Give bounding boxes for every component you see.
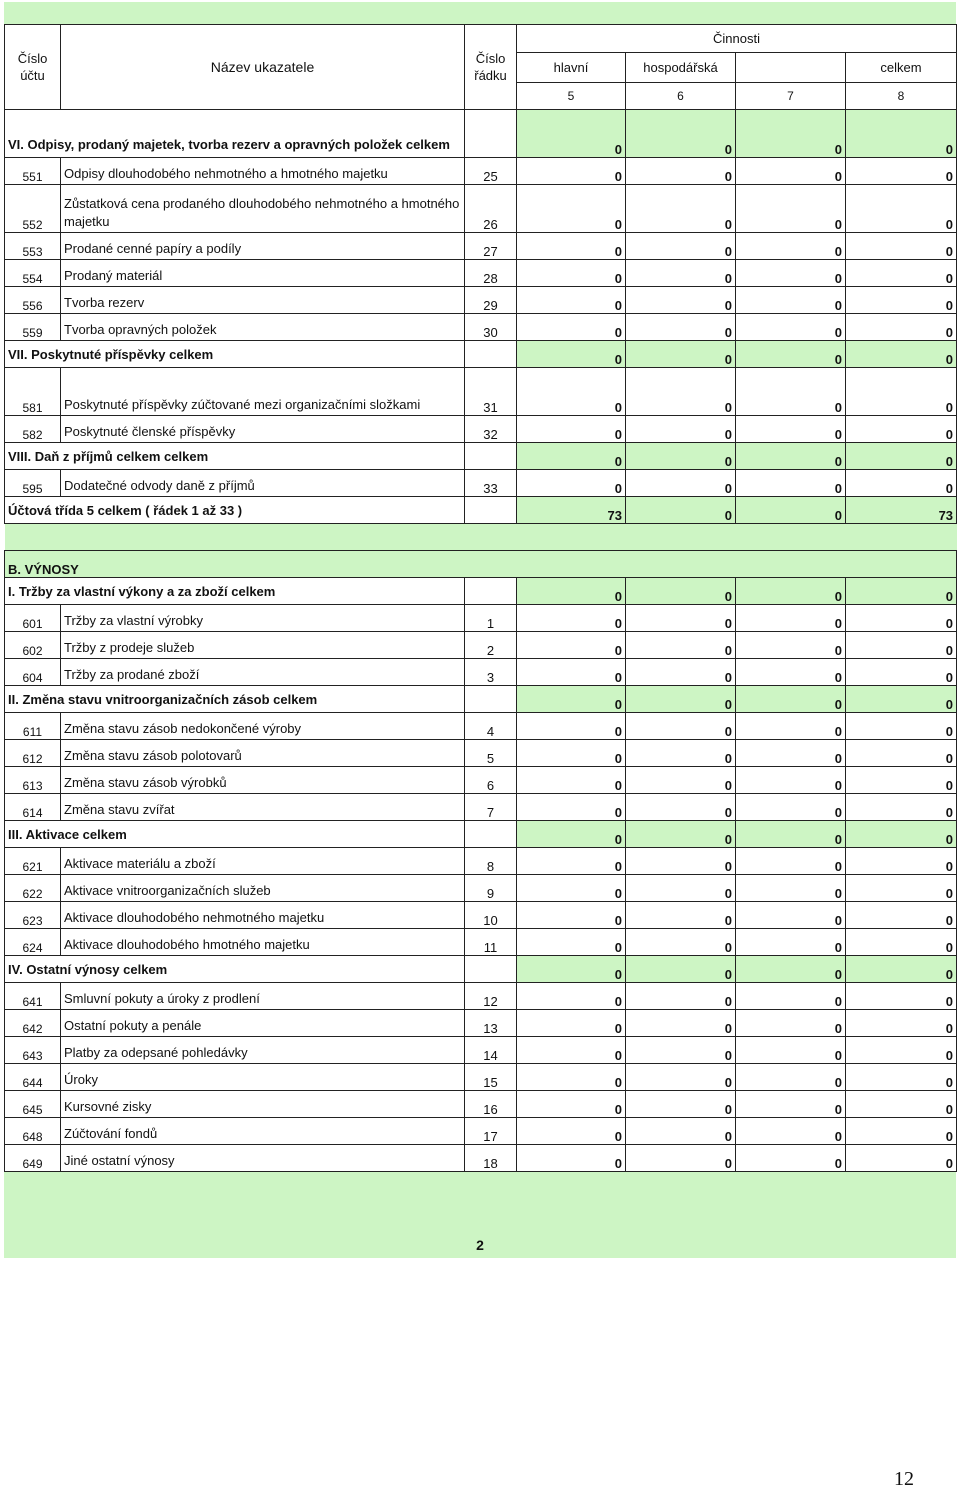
value-cell: 0	[846, 578, 957, 605]
value-cell: 0	[846, 158, 957, 185]
table-row	[5, 233, 957, 260]
value-cell: 0	[736, 341, 846, 368]
value-cell: 0	[517, 1091, 626, 1118]
value-cell: 0	[626, 659, 736, 686]
col-number: 7	[736, 83, 846, 110]
row-number: 29	[465, 287, 517, 314]
value-cell: 0	[846, 983, 957, 1010]
value-cell: 0	[736, 686, 846, 713]
row-number: 32	[465, 416, 517, 443]
header-activities: Činnosti	[517, 25, 957, 53]
row-number: 4	[465, 713, 517, 740]
value-cell: 0	[517, 110, 626, 158]
value-cell: 0	[517, 875, 626, 902]
indicator-name: Aktivace dlouhodobého hmotného majetku	[61, 929, 465, 956]
header-col-blank	[736, 53, 846, 83]
indicator-name: Prodané cenné papíry a podíly	[61, 233, 465, 260]
value-cell: 0	[626, 1118, 736, 1145]
value-cell: 0	[626, 1145, 736, 1172]
indicator-name: Aktivace vnitroorganizačních služeb	[61, 875, 465, 902]
value-cell: 0	[846, 110, 957, 158]
row-number: 31	[465, 368, 517, 416]
account-code: 614	[5, 794, 61, 821]
account-code: 582	[5, 416, 61, 443]
value-cell: 0	[846, 233, 957, 260]
table-row	[5, 767, 957, 794]
account-code: 554	[5, 260, 61, 287]
section-row	[5, 443, 957, 470]
part-b-title-row	[5, 551, 957, 578]
table-row	[5, 740, 957, 767]
section-label: VI. Odpisy, prodaný majetek, tvorba rezerv a opravných položek celkem	[5, 110, 465, 158]
value-cell: 0	[846, 1010, 957, 1037]
value-cell: 0	[736, 233, 846, 260]
value-cell: 0	[517, 740, 626, 767]
row-number-empty	[465, 956, 517, 983]
row-number-empty	[465, 578, 517, 605]
account-code: 611	[5, 713, 61, 740]
indicator-name: Ostatní pokuty a penále	[61, 1010, 465, 1037]
value-cell: 0	[736, 260, 846, 287]
value-cell: 0	[626, 368, 736, 416]
separator-cell	[5, 524, 957, 551]
value-cell: 0	[517, 767, 626, 794]
indicator-name: Tržby z prodeje služeb	[61, 632, 465, 659]
indicator-name: Smluvní pokuty a úroky z prodlení	[61, 983, 465, 1010]
statement-table	[4, 24, 957, 1172]
indicator-name: Platby za odepsané pohledávky	[61, 1037, 465, 1064]
value-cell: 0	[736, 470, 846, 497]
value-cell: 0	[517, 443, 626, 470]
table-row	[5, 983, 957, 1010]
value-cell: 0	[736, 314, 846, 341]
account-code: 643	[5, 1037, 61, 1064]
row-number: 6	[465, 767, 517, 794]
row-number: 9	[465, 875, 517, 902]
value-cell: 0	[736, 1010, 846, 1037]
value-cell: 0	[846, 875, 957, 902]
header-col-total: celkem	[846, 53, 957, 83]
value-cell: 0	[517, 1118, 626, 1145]
row-number: 14	[465, 1037, 517, 1064]
value-cell: 0	[626, 341, 736, 368]
row-number-empty	[465, 341, 517, 368]
indicator-name: Poskytnuté příspěvky zúčtované mezi organizačními složkami	[61, 368, 465, 416]
indicator-name: Tvorba rezerv	[61, 287, 465, 314]
value-cell: 0	[626, 983, 736, 1010]
indicator-name: Zůstatková cena prodaného dlouhodobého nehmotného a hmotného majetku	[61, 185, 465, 233]
col-number: 5	[517, 83, 626, 110]
account-code: 601	[5, 605, 61, 632]
table-row	[5, 1010, 957, 1037]
section-label: III. Aktivace celkem	[5, 821, 465, 848]
section-label: I. Tržby za vlastní výkony a za zboží celkem	[5, 578, 465, 605]
section-label: VII. Poskytnuté příspěvky celkem	[5, 341, 465, 368]
value-cell: 0	[736, 875, 846, 902]
part-b-title: B. VÝNOSY	[5, 551, 957, 578]
value-cell: 0	[846, 848, 957, 875]
value-cell: 0	[626, 956, 736, 983]
value-cell: 0	[626, 713, 736, 740]
value-cell: 0	[626, 470, 736, 497]
value-cell: 0	[626, 686, 736, 713]
account-code: 552	[5, 185, 61, 233]
col-number: 6	[626, 83, 736, 110]
value-cell: 0	[846, 1037, 957, 1064]
table-row	[5, 185, 957, 233]
row-number: 11	[465, 929, 517, 956]
indicator-name: Změna stavu zásob výrobků	[61, 767, 465, 794]
value-cell: 0	[517, 1010, 626, 1037]
table-row	[5, 848, 957, 875]
header-row-activities	[5, 25, 957, 53]
value-cell: 0	[626, 1064, 736, 1091]
value-cell: 0	[846, 956, 957, 983]
value-cell: 0	[736, 1145, 846, 1172]
table-row	[5, 314, 957, 341]
value-cell: 0	[846, 821, 957, 848]
value-cell: 0	[846, 605, 957, 632]
value-cell: 0	[626, 1037, 736, 1064]
row-number-empty	[465, 443, 517, 470]
value-cell: 0	[626, 848, 736, 875]
row-number: 13	[465, 1010, 517, 1037]
value-cell: 0	[517, 713, 626, 740]
section-row	[5, 341, 957, 368]
value-cell: 0	[846, 1091, 957, 1118]
value-cell: 0	[517, 260, 626, 287]
value-cell: 0	[736, 443, 846, 470]
row-number: 1	[465, 605, 517, 632]
row-number-empty	[465, 686, 517, 713]
section-row	[5, 110, 957, 158]
value-cell: 0	[846, 470, 957, 497]
row-number: 7	[465, 794, 517, 821]
row-number: 3	[465, 659, 517, 686]
value-cell: 0	[736, 983, 846, 1010]
table-row	[5, 368, 957, 416]
row-number: 10	[465, 902, 517, 929]
header-row-no: Číslo řádku	[465, 25, 517, 110]
value-cell: 0	[517, 605, 626, 632]
value-cell: 0	[626, 821, 736, 848]
value-cell: 0	[736, 821, 846, 848]
header-account-no: Číslo účtu	[5, 25, 61, 110]
row-number: 26	[465, 185, 517, 233]
value-cell: 0	[736, 1064, 846, 1091]
value-cell: 0	[626, 314, 736, 341]
header-col-main: hlavní	[517, 53, 626, 83]
header-col-economic: hospodářská	[626, 53, 736, 83]
value-cell: 0	[626, 794, 736, 821]
value-cell: 0	[517, 686, 626, 713]
table-row	[5, 713, 957, 740]
row-number: 12	[465, 983, 517, 1010]
value-cell: 0	[736, 956, 846, 983]
value-cell: 0	[736, 713, 846, 740]
value-cell: 73	[846, 497, 957, 524]
value-cell: 0	[626, 260, 736, 287]
indicator-name: Tvorba opravných položek	[61, 314, 465, 341]
value-cell: 0	[736, 1118, 846, 1145]
value-cell: 0	[846, 443, 957, 470]
value-cell: 0	[626, 1091, 736, 1118]
value-cell: 73	[517, 497, 626, 524]
value-cell: 0	[517, 341, 626, 368]
row-number: 28	[465, 260, 517, 287]
value-cell: 0	[517, 233, 626, 260]
row-number-empty	[465, 110, 517, 158]
value-cell: 0	[736, 605, 846, 632]
table-row	[5, 902, 957, 929]
value-cell: 0	[626, 902, 736, 929]
value-cell: 0	[517, 416, 626, 443]
account-code: 644	[5, 1064, 61, 1091]
sheet-page-marker: 2	[476, 1237, 484, 1253]
value-cell: 0	[846, 314, 957, 341]
row-number: 15	[465, 1064, 517, 1091]
value-cell: 0	[846, 287, 957, 314]
value-cell: 0	[846, 185, 957, 233]
value-cell: 0	[626, 632, 736, 659]
row-number: 30	[465, 314, 517, 341]
value-cell: 0	[626, 875, 736, 902]
table-row	[5, 416, 957, 443]
table-row	[5, 1037, 957, 1064]
row-number: 2	[465, 632, 517, 659]
value-cell: 0	[517, 821, 626, 848]
row-number: 5	[465, 740, 517, 767]
table-row	[5, 287, 957, 314]
account-code: 553	[5, 233, 61, 260]
value-cell: 0	[736, 185, 846, 233]
account-code: 641	[5, 983, 61, 1010]
indicator-name: Dodatečné odvody daně z příjmů	[61, 470, 465, 497]
indicator-name: Úroky	[61, 1064, 465, 1091]
value-cell: 0	[517, 1064, 626, 1091]
value-cell: 0	[626, 740, 736, 767]
value-cell: 0	[517, 470, 626, 497]
account-code: 613	[5, 767, 61, 794]
table-row	[5, 659, 957, 686]
value-cell: 0	[736, 659, 846, 686]
value-cell: 0	[846, 632, 957, 659]
value-cell: 0	[846, 713, 957, 740]
indicator-name: Tržby za prodané zboží	[61, 659, 465, 686]
row-number: 33	[465, 470, 517, 497]
value-cell: 0	[517, 185, 626, 233]
value-cell: 0	[846, 260, 957, 287]
account-code: 645	[5, 1091, 61, 1118]
accounting-statement-sheet	[4, 24, 956, 1172]
value-cell: 0	[517, 1145, 626, 1172]
indicator-name: Tržby za vlastní výrobky	[61, 605, 465, 632]
value-cell: 0	[517, 659, 626, 686]
section-separator	[5, 524, 957, 551]
value-cell: 0	[846, 929, 957, 956]
value-cell: 0	[517, 314, 626, 341]
section-row	[5, 578, 957, 605]
value-cell: 0	[517, 848, 626, 875]
value-cell: 0	[626, 497, 736, 524]
row-number: 18	[465, 1145, 517, 1172]
value-cell: 0	[736, 368, 846, 416]
value-cell: 0	[846, 1145, 957, 1172]
account-code: 642	[5, 1010, 61, 1037]
indicator-name: Odpisy dlouhodobého nehmotného a hmotného majetku	[61, 158, 465, 185]
table-row	[5, 1118, 957, 1145]
account-code: 622	[5, 875, 61, 902]
value-cell: 0	[517, 578, 626, 605]
section-label: IV. Ostatní výnosy celkem	[5, 956, 465, 983]
value-cell: 0	[517, 368, 626, 416]
table-row	[5, 1064, 957, 1091]
account-code: 595	[5, 470, 61, 497]
section-label: VIII. Daň z příjmů celkem celkem	[5, 443, 465, 470]
value-cell: 0	[736, 767, 846, 794]
table-row	[5, 929, 957, 956]
table-row	[5, 632, 957, 659]
value-cell: 0	[626, 233, 736, 260]
indicator-name: Zúčtování fondů	[61, 1118, 465, 1145]
value-cell: 0	[846, 1118, 957, 1145]
header-indicator-name: Název ukazatele	[61, 25, 465, 110]
value-cell: 0	[736, 1037, 846, 1064]
value-cell: 0	[517, 794, 626, 821]
table-row	[5, 1145, 957, 1172]
value-cell: 0	[736, 287, 846, 314]
section-label: II. Změna stavu vnitroorganizačních zásob celkem	[5, 686, 465, 713]
indicator-name: Změna stavu zásob nedokončené výroby	[61, 713, 465, 740]
value-cell: 0	[736, 740, 846, 767]
indicator-name: Kursovné zisky	[61, 1091, 465, 1118]
indicator-name: Aktivace dlouhodobého nehmotného majetku	[61, 902, 465, 929]
account-code: 551	[5, 158, 61, 185]
row-number: 16	[465, 1091, 517, 1118]
value-cell: 0	[626, 605, 736, 632]
account-code: 559	[5, 314, 61, 341]
indicator-name: Změna stavu zvířat	[61, 794, 465, 821]
indicator-name: Prodaný materiál	[61, 260, 465, 287]
value-cell: 0	[736, 110, 846, 158]
account-code: 604	[5, 659, 61, 686]
indicator-name: Změna stavu zásob polotovarů	[61, 740, 465, 767]
total-label: Účtová třída 5 celkem ( řádek 1 až 33 )	[5, 497, 465, 524]
value-cell: 0	[736, 497, 846, 524]
account-code: 581	[5, 368, 61, 416]
indicator-name: Jiné ostatní výnosy	[61, 1145, 465, 1172]
value-cell: 0	[517, 1037, 626, 1064]
value-cell: 0	[846, 416, 957, 443]
table-row	[5, 794, 957, 821]
value-cell: 0	[626, 1010, 736, 1037]
value-cell: 0	[736, 848, 846, 875]
value-cell: 0	[517, 287, 626, 314]
value-cell: 0	[846, 341, 957, 368]
value-cell: 0	[626, 287, 736, 314]
value-cell: 0	[626, 767, 736, 794]
value-cell: 0	[736, 929, 846, 956]
account-code: 649	[5, 1145, 61, 1172]
value-cell: 0	[846, 740, 957, 767]
col-number: 8	[846, 83, 957, 110]
section-row	[5, 821, 957, 848]
value-cell: 0	[517, 632, 626, 659]
value-cell: 0	[626, 110, 736, 158]
value-cell: 0	[846, 659, 957, 686]
table-row	[5, 260, 957, 287]
table-row	[5, 158, 957, 185]
row-number: 27	[465, 233, 517, 260]
value-cell: 0	[517, 983, 626, 1010]
indicator-name: Poskytnuté členské příspěvky	[61, 416, 465, 443]
account-code: 556	[5, 287, 61, 314]
page-number: 12	[894, 1468, 914, 1490]
value-cell: 0	[626, 416, 736, 443]
value-cell: 0	[517, 929, 626, 956]
row-number-empty	[465, 821, 517, 848]
value-cell: 0	[626, 185, 736, 233]
value-cell: 0	[736, 902, 846, 929]
value-cell: 0	[736, 794, 846, 821]
value-cell: 0	[736, 416, 846, 443]
value-cell: 0	[846, 368, 957, 416]
table-row	[5, 875, 957, 902]
section-row	[5, 686, 957, 713]
table-row	[5, 1091, 957, 1118]
account-code: 624	[5, 929, 61, 956]
account-code: 623	[5, 902, 61, 929]
value-cell: 0	[626, 158, 736, 185]
row-number: 17	[465, 1118, 517, 1145]
account-code: 602	[5, 632, 61, 659]
value-cell: 0	[846, 686, 957, 713]
value-cell: 0	[626, 578, 736, 605]
value-cell: 0	[736, 158, 846, 185]
value-cell: 0	[517, 956, 626, 983]
value-cell: 0	[517, 902, 626, 929]
value-cell: 0	[626, 443, 736, 470]
table-row	[5, 470, 957, 497]
value-cell: 0	[846, 794, 957, 821]
value-cell: 0	[736, 1091, 846, 1118]
account-code: 612	[5, 740, 61, 767]
total-row	[5, 497, 957, 524]
row-number-empty	[465, 497, 517, 524]
account-code: 621	[5, 848, 61, 875]
row-number: 25	[465, 158, 517, 185]
value-cell: 0	[736, 578, 846, 605]
account-code: 648	[5, 1118, 61, 1145]
indicator-name: Aktivace materiálu a zboží	[61, 848, 465, 875]
value-cell: 0	[736, 632, 846, 659]
section-row	[5, 956, 957, 983]
value-cell: 0	[517, 158, 626, 185]
value-cell: 0	[846, 767, 957, 794]
value-cell: 0	[626, 929, 736, 956]
value-cell: 0	[846, 902, 957, 929]
value-cell: 0	[846, 1064, 957, 1091]
row-number: 8	[465, 848, 517, 875]
table-row	[5, 605, 957, 632]
